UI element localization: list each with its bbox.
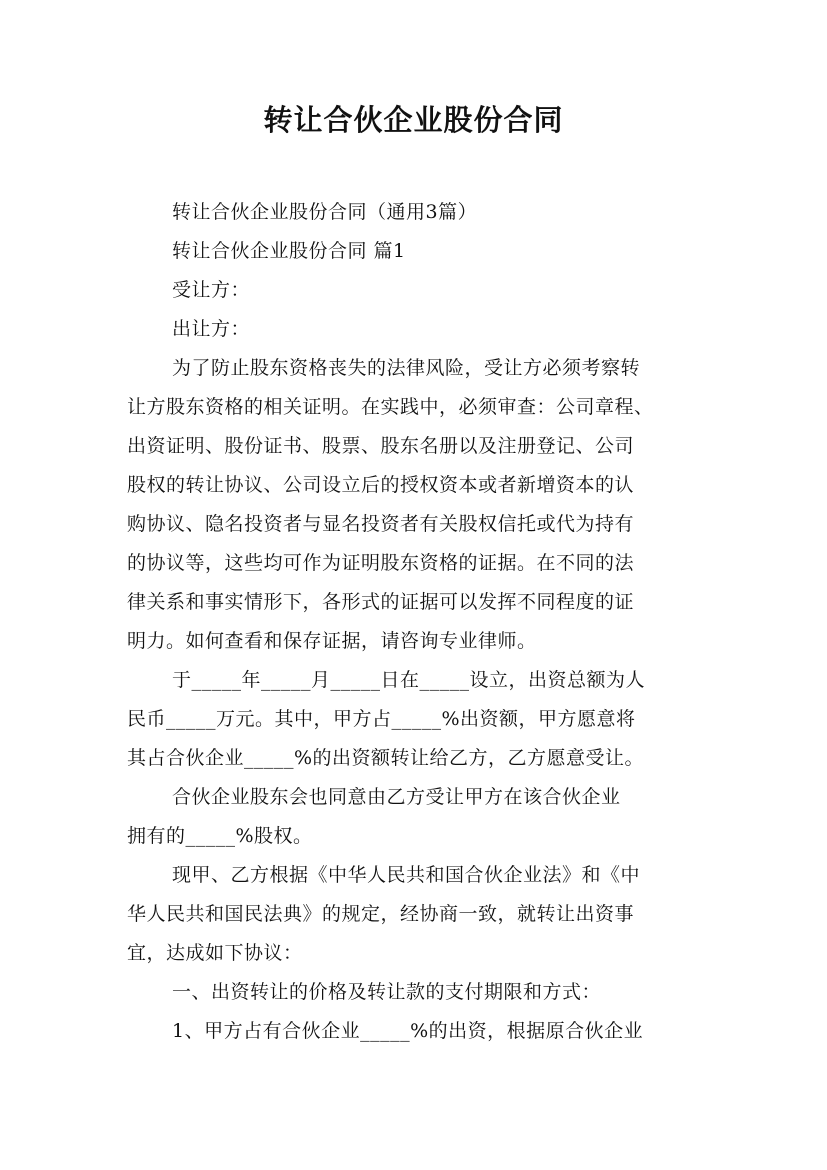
clause-heading: 一、出资转让的价格及转让款的支付期限和方式：	[172, 981, 602, 1003]
clause-item: 1、甲方占有合伙企业_____%的出资，根据原合伙企业	[172, 1020, 644, 1042]
paragraph-line: 华人民共和国民法典》的规定，经协商一致，就转让出资事	[127, 903, 635, 925]
paragraph-line: 于_____年_____月_____日在_____设立，出资总额为人	[172, 669, 646, 691]
section-heading: 转让合伙企业股份合同 篇1	[172, 240, 406, 262]
paragraph-line: 宜，达成如下协议：	[127, 942, 303, 964]
paragraph-line: 律关系和事实情形下，各形式的证据可以发挥不同程度的证	[127, 591, 635, 613]
paragraph-line: 民币_____万元。其中，甲方占_____%出资额，甲方愿意将	[127, 708, 636, 730]
paragraph-line: 合伙企业股东会也同意由乙方受让甲方在该合伙企业	[172, 786, 621, 808]
paragraph-line: 股权的转让协议、公司设立后的授权资本或者新增资本的认	[127, 474, 635, 496]
paragraph-line: 出资证明、股份证书、股票、股东名册以及注册登记、公司	[127, 435, 635, 457]
party-transferee: 受让方：	[172, 279, 251, 301]
document-title: 转让合伙企业股份合同	[263, 103, 564, 137]
paragraph-line: 为了防止股东资格丧失的法律风险，受让方必须考察转	[172, 357, 641, 379]
party-transferor: 出让方：	[172, 318, 251, 340]
paragraph-line: 的协议等，这些均可作为证明股东资格的证据。在不同的法	[127, 552, 635, 574]
paragraph-line: 让方股东资格的相关证明。在实践中，必须审查：公司章程、	[127, 396, 654, 418]
paragraph-line: 现甲、乙方根据《中华人民共和国合伙企业法》和《中	[172, 864, 641, 886]
doc-subtitle: 转让合伙企业股份合同（通用3篇）	[172, 201, 478, 223]
paragraph-line: 拥有的_____%股权。	[127, 825, 313, 847]
paragraph-line: 购协议、隐名投资者与显名投资者有关股权信托或代为持有	[127, 513, 635, 535]
paragraph-line: 其占合伙企业_____%的出资额转让给乙方，乙方愿意受让。	[127, 747, 645, 769]
paragraph-line: 明力。如何查看和保存证据，请咨询专业律师。	[127, 630, 537, 652]
